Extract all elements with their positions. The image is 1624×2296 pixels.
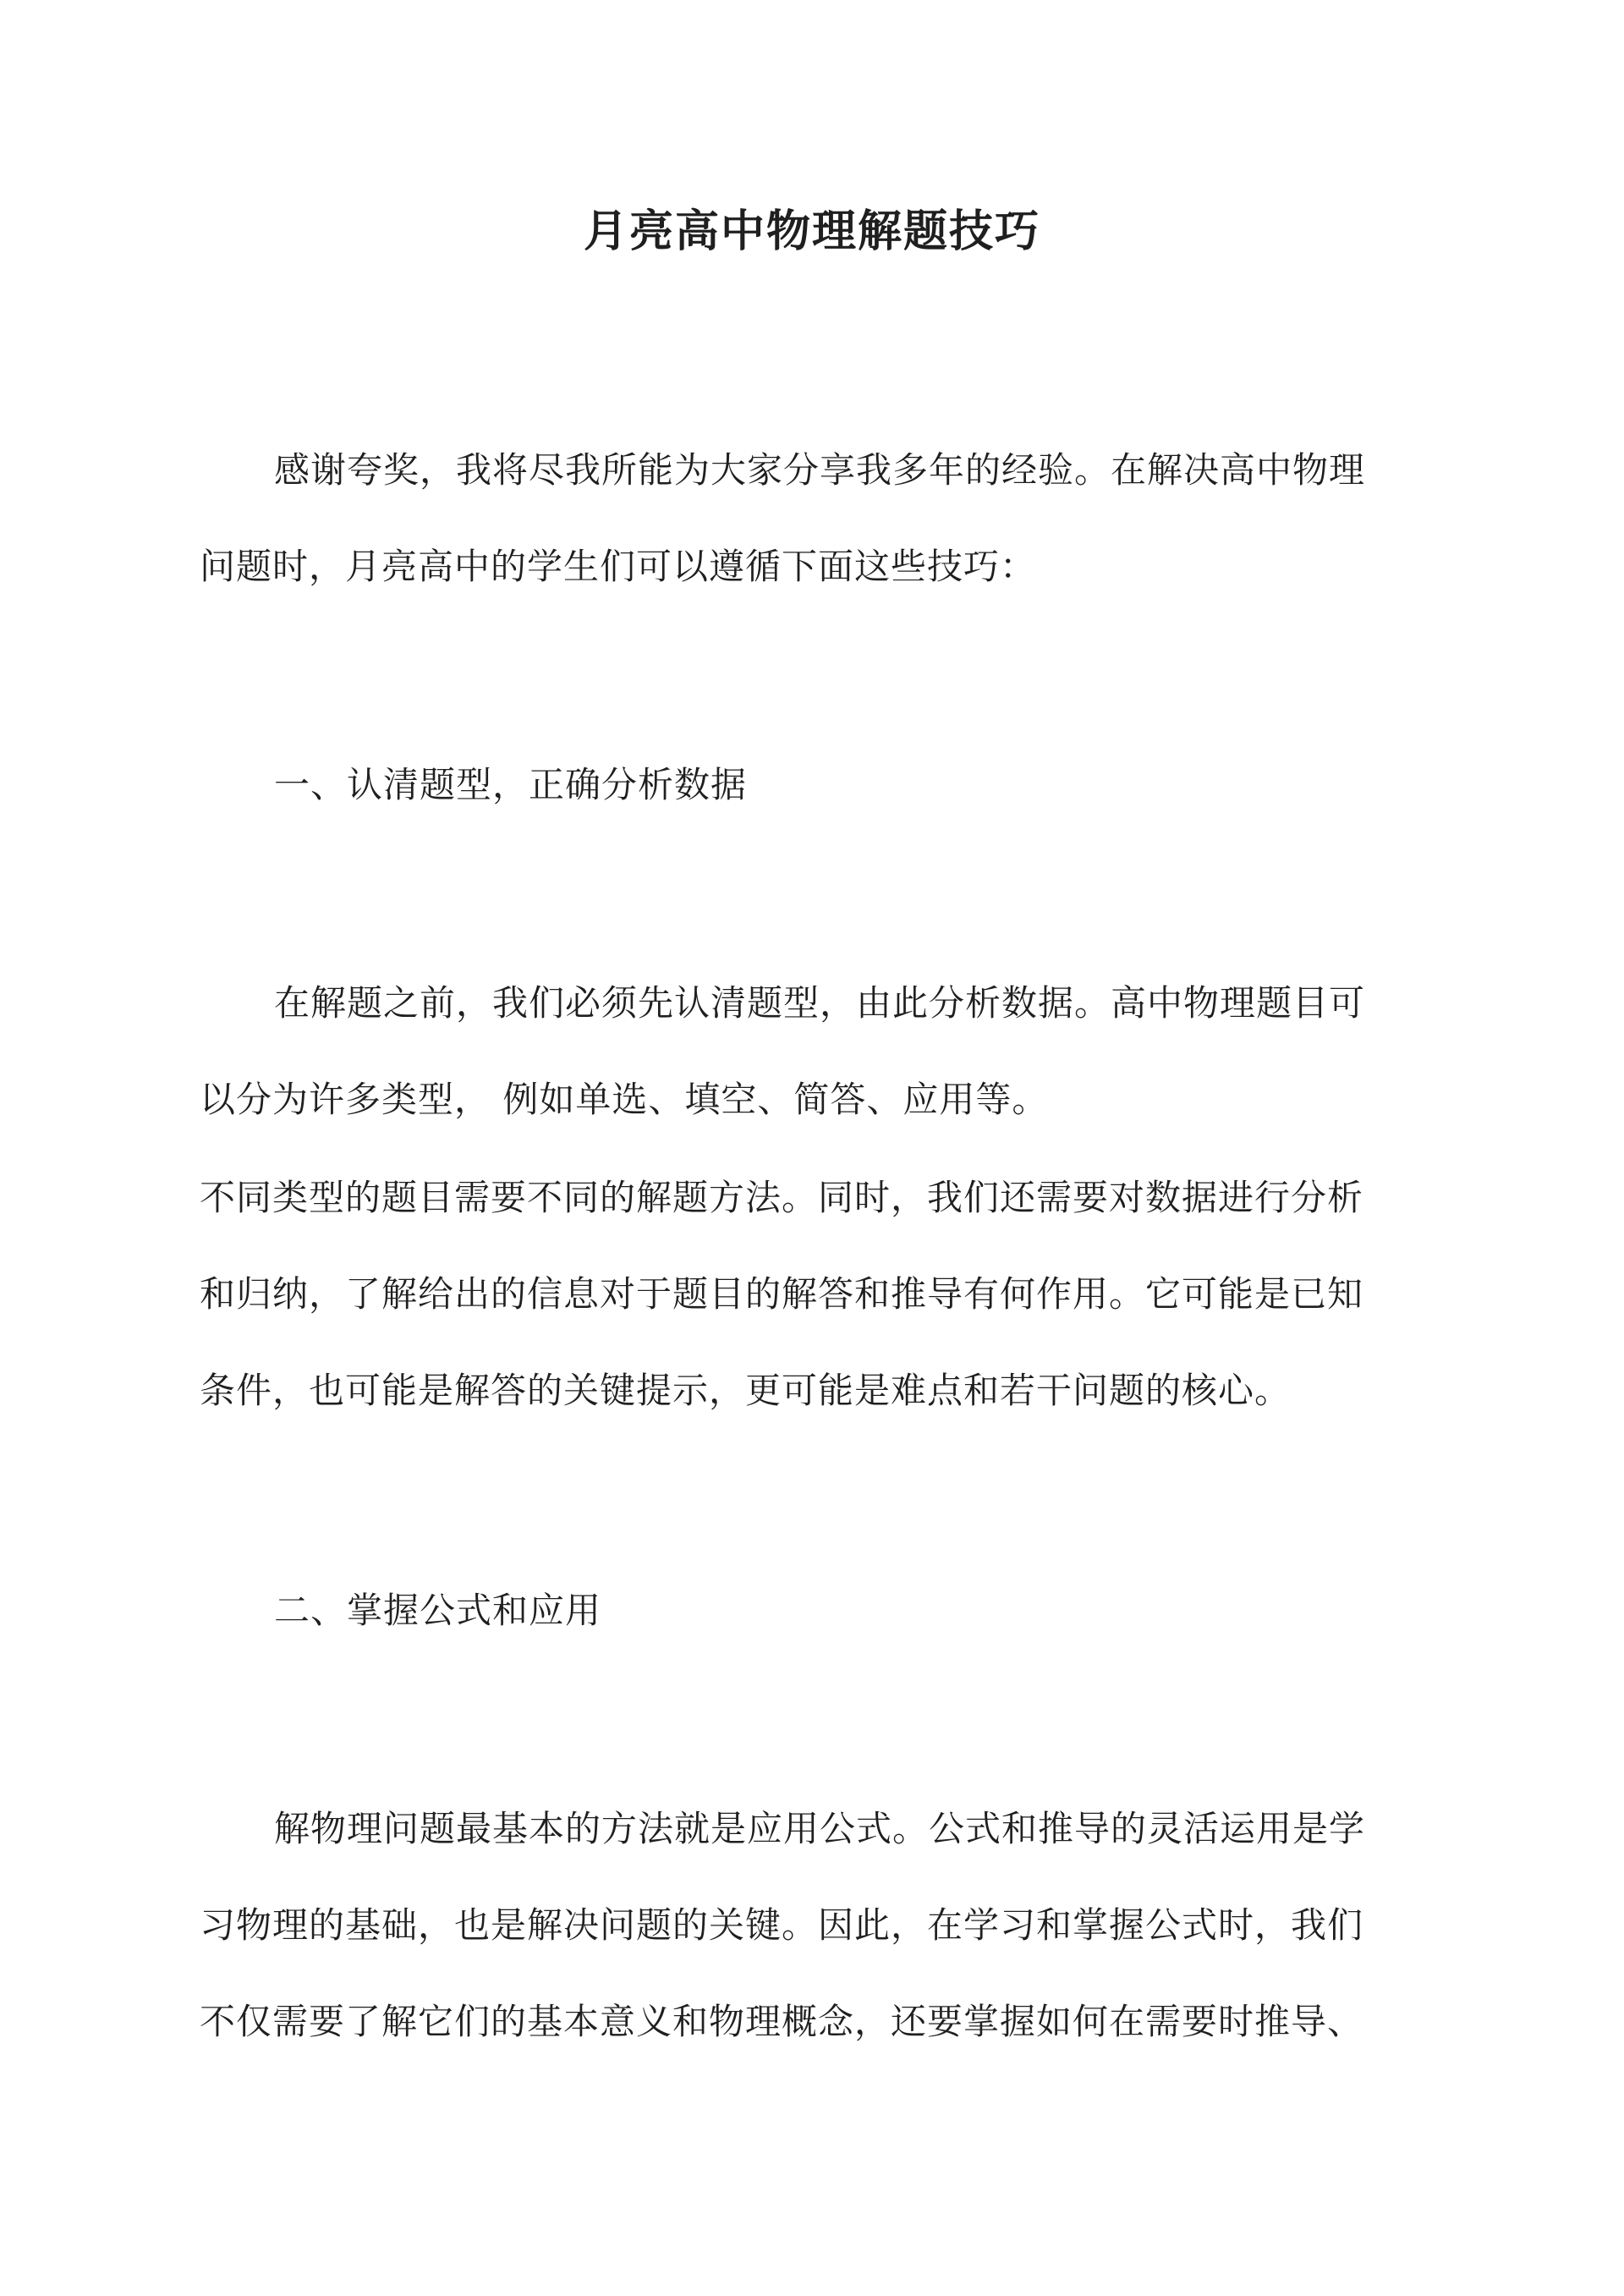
paragraph-line: 和归纳，了解给出的信息对于题目的解答和推导有何作用。它可能是已知 — [200, 1273, 1364, 1315]
paragraph-line: 不同类型的题目需要不同的解题方法。同时，我们还需要对数据进行分析 — [200, 1177, 1364, 1218]
section-heading: 一、认清题型，正确分析数据 — [274, 764, 748, 805]
paragraph-line: 不仅需要了解它们的基本意义和物理概念，还要掌握如何在需要时推导、 — [200, 2001, 1364, 2042]
document-title: 月亮高中物理解题技巧 — [583, 206, 1040, 257]
paragraph-line: 问题时，月亮高中的学生们可以遵循下面这些技巧： — [200, 546, 1037, 587]
paragraph-line: 条件，也可能是解答的关键提示，更可能是难点和若干问题的核心。 — [200, 1370, 1292, 1411]
paragraph-line: 解物理问题最基本的方法就是应用公式。公式和推导的灵活运用是学 — [274, 1808, 1366, 1849]
paragraph-line: 以分为许多类型， 例如单选、填空、简答、应用等。 — [200, 1079, 1049, 1120]
paragraph-line: 在解题之前，我们必须先认清题型，由此分析数据。高中物理题目可 — [274, 982, 1366, 1024]
paragraph-line: 感谢夸奖，我将尽我所能为大家分享我多年的经验。在解决高中物理 — [274, 449, 1366, 491]
section-heading: 二、掌握公式和应用 — [274, 1590, 602, 1631]
paragraph-line: 习物理的基础，也是解决问题的关键。因此，在学习和掌握公式时，我们 — [200, 1904, 1364, 1946]
